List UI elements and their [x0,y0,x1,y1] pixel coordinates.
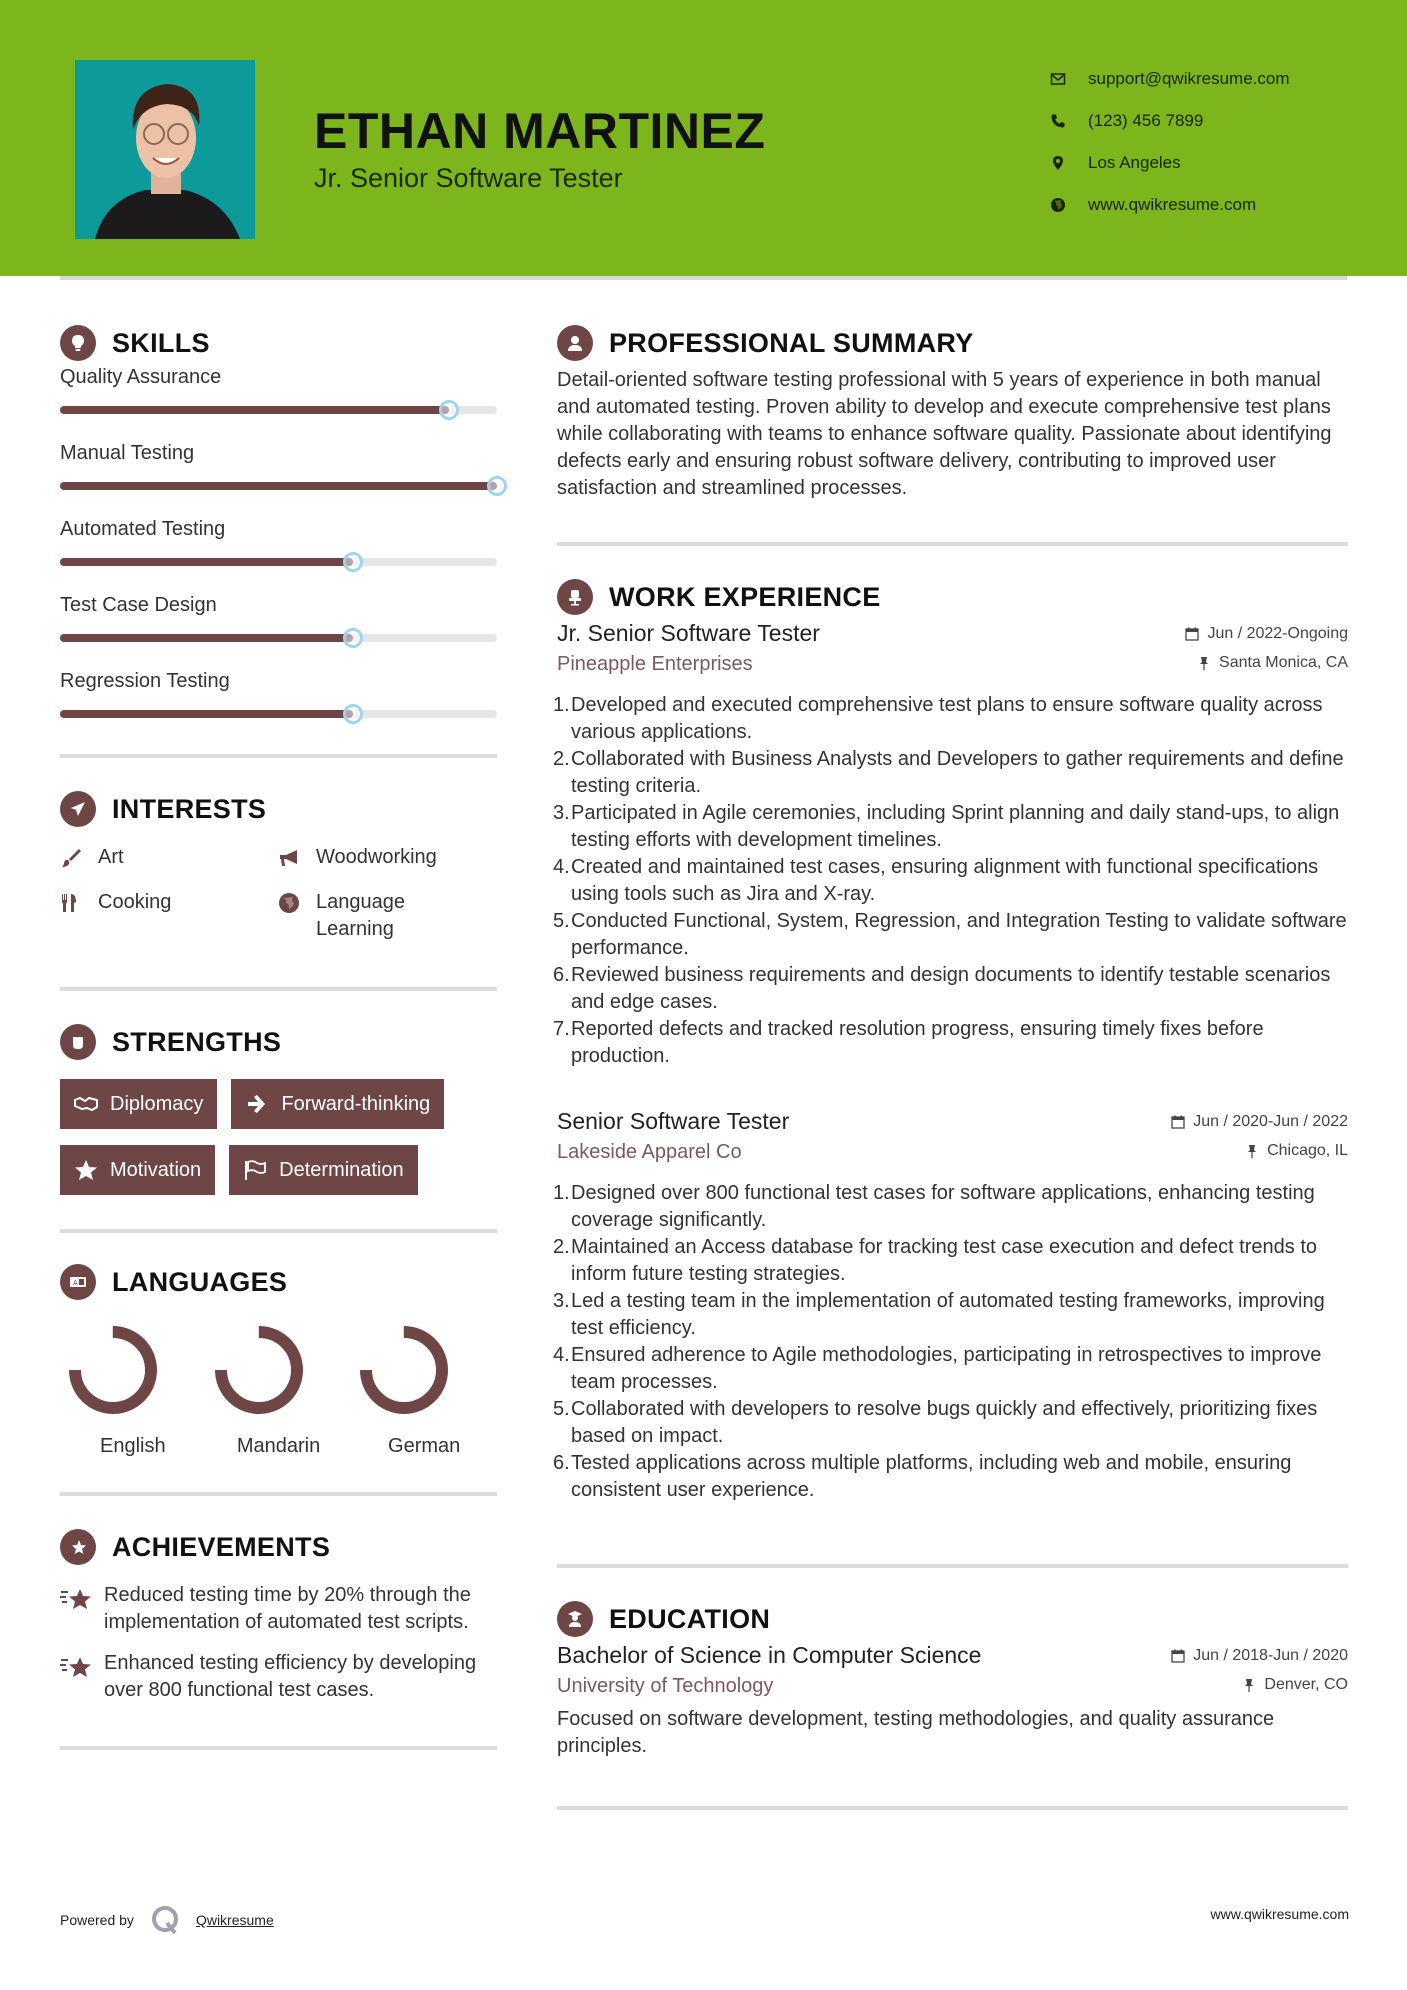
qwikresume-link[interactable]: Qwikresume [195,1912,274,1928]
job-bullet: 4. Ensured adherence to Agile methodologies, participating in retrospectives to improve team processes. [553,1344,1322,1393]
section-divider [60,1229,497,1233]
skill-bar [60,634,497,642]
skills-heading: SKILLS [112,327,210,358]
job-entry [553,1108,1348,1504]
job-location [1245,1142,1348,1160]
job-bullet: 7. Reported defects and tracked resolution progress, ensuring timely fixes before production. [553,1018,1264,1067]
calendar-icon [1171,1649,1185,1663]
office-chair-icon [557,579,593,615]
language-item [60,1323,206,1458]
strength-label: Motivation [110,1158,202,1181]
contact-phone[interactable] [1050,100,1290,142]
job-location [1197,654,1348,672]
language-item [351,1323,497,1458]
skill-item [60,442,497,518]
left-column [60,322,497,1750]
skill-item [60,594,497,670]
job-bullet: 5. Conducted Functional, System, Regression, and Integration Testing to validate software performance. [553,910,1347,959]
interest-item [60,889,278,943]
job-bullet: 4. Created and maintained test cases, ensuring alignment with functional specifications using tools such as Jira and X-ray. [553,856,1319,905]
header-banner [0,0,1407,276]
contact-email-text: support@qwikresume.com [1088,69,1290,88]
handshake-icon [74,1093,98,1115]
job-entry [553,620,1348,1070]
school-name: University of Technology [557,1675,774,1697]
award-star-icon [60,1529,96,1565]
section-divider [60,1746,497,1750]
job-bullet: 6. Tested applications across multiple platforms, including web and mobile, ensuring consistent user experience. [553,1452,1292,1501]
summary-section [557,322,1348,502]
strength-tag [60,1079,217,1129]
job-title: Jr. Senior Software Tester [557,620,820,646]
contact-list [1050,58,1290,226]
contact-website-text: www.qwikresume.com [1088,195,1257,214]
skill-label: Regression Testing [60,670,230,692]
qwikresume-logo-icon [150,1904,182,1936]
interest-item [278,844,497,871]
interest-label: Art [98,846,124,868]
job-company: Lakeside Apparel Co [557,1141,742,1163]
achievement-text: Enhanced testing efficiency by developing over 800 functional test cases. [104,1652,477,1701]
achievement-text: Reduced testing time by 20% through the implementation of automated test scripts. [104,1584,471,1633]
strength-tag [229,1145,418,1195]
education-description: Focused on software development, testing methodologies, and quality assurance principles. [557,1708,1275,1757]
skill-slider-handle[interactable] [439,400,459,420]
globe-icon [278,889,308,916]
candidate-name: ETHAN MARTINEZ [314,103,766,159]
education-section [557,1598,1348,1760]
section-divider [60,754,497,758]
contact-location-text: Los Angeles [1088,153,1181,172]
envelope-icon [1050,71,1088,87]
interest-item [278,889,497,943]
skill-label: Automated Testing [60,518,226,540]
section-divider [557,542,1348,546]
language-label: German [388,1435,461,1457]
skill-bar [60,710,497,718]
job-bullet: 5. Collaborated with developers to resolve bugs quickly and effectively, prioritizing fixes based on impact. [553,1398,1318,1447]
skill-label: Manual Testing [60,442,195,464]
skill-slider-handle[interactable] [343,628,363,648]
contact-email[interactable] [1050,58,1290,100]
arrow-right-icon [245,1093,269,1115]
language-progress-ring [212,1323,306,1417]
job-dates [1185,625,1348,643]
strength-label: Diplomacy [110,1092,204,1115]
contact-phone-text: (123) 456 7899 [1088,111,1204,130]
languages-heading: LANGUAGES [112,1266,288,1297]
strength-tag [60,1145,215,1195]
section-divider [557,1806,1348,1810]
skill-bar [60,406,497,414]
skill-label: Quality Assurance [60,366,222,388]
flag-icon [243,1159,267,1181]
degree-title: Bachelor of Science in Computer Science [557,1642,982,1668]
contact-location [1050,142,1290,184]
lightbulb-icon [60,325,96,361]
language-progress-ring [66,1323,160,1417]
globe-icon [1050,197,1088,213]
footer-website[interactable]: www.qwikresume.com [1210,1906,1349,1922]
section-divider [557,1564,1348,1568]
summary-heading: PROFESSIONAL SUMMARY [609,327,974,358]
skills-section [60,322,497,746]
map-marker-icon [1050,155,1088,171]
megaphone-icon [278,844,308,871]
job-dates-text: Jun / 2020-Jun / 2022 [1193,1113,1348,1130]
job-bullet: 3. Participated in Agile ceremonies, including Sprint planning and daily stand-ups, to align testing efforts with development timelines. [553,802,1340,851]
language-progress-ring [357,1323,451,1417]
strength-label: Forward-thinking [281,1092,431,1115]
achievement-item [60,1582,497,1636]
interest-label: Cooking [98,891,172,913]
pushpin-icon [1242,1678,1256,1692]
skill-slider-handle[interactable] [343,704,363,724]
graduate-icon [557,1601,593,1637]
right-column [553,322,1348,1810]
interests-heading: INTERESTS [112,793,267,824]
job-bullets [553,692,1348,1070]
svg-text:A: A [73,1279,78,1287]
strengths-heading: STRENGTHS [112,1026,282,1057]
interest-item [60,844,278,871]
experience-section [553,576,1348,1504]
job-location-text: Chicago, IL [1267,1142,1348,1159]
language-label: Mandarin [236,1435,321,1457]
contact-website[interactable] [1050,184,1290,226]
strength-tag [231,1079,444,1129]
education-dates-text: Jun / 2018-Jun / 2020 [1193,1647,1348,1664]
job-bullet: 6. Reviewed business requirements and design documents to identify testable scenarios and edge cases. [553,964,1331,1013]
skill-slider-handle[interactable] [343,552,363,572]
job-dates-text: Jun / 2022-Ongoing [1207,625,1348,642]
education-location-text: Denver, CO [1264,1676,1348,1693]
job-bullet: 1. Developed and executed comprehensive test plans to ensure software quality across various applications. [553,694,1323,743]
section-divider [60,1492,497,1496]
job-company: Pineapple Enterprises [557,653,753,675]
shooting-star-icon [60,1582,104,1636]
pushpin-icon [1197,656,1211,670]
education-location [1242,1676,1348,1694]
languages-section [60,1261,497,1458]
paper-plane-icon [60,791,96,827]
skill-item [60,670,497,746]
language-icon [60,1264,96,1300]
profile-photo [75,60,255,239]
job-bullet: 2. Maintained an Access database for tracking test case execution and defect trends to inform future testing strategies. [553,1236,1318,1285]
calendar-icon [1171,1115,1185,1129]
summary-text: Detail-oriented software testing professional with 5 years of experience in both manual and automated testing. Proven ability to develop and execute comprehensive test plans while collaborating with teams to enhance software quality. Passionate about identifying defects early and ensuring robust software delivery, contributing to improved user satisfaction and streamlined processes. [557,369,1332,499]
interests-section [60,788,497,943]
job-location-text: Santa Monica, CA [1219,654,1348,671]
person-photo-icon [75,60,255,239]
pushpin-icon [1245,1144,1259,1158]
achievement-item [60,1650,497,1704]
interest-label: Woodworking [316,846,437,868]
paintbrush-icon [60,844,90,871]
interest-label: Language Learning [316,891,405,940]
footer-powered-by [60,1904,274,1936]
experience-heading: WORK EXPERIENCE [609,581,881,612]
achievements-section [60,1526,497,1704]
skill-item [60,518,497,594]
skill-item [60,366,497,442]
star-icon [74,1159,98,1181]
section-divider [60,987,497,991]
job-dates [1171,1113,1348,1131]
skill-bar [60,482,497,490]
job-bullets [553,1180,1348,1504]
header-divider [60,276,1347,280]
job-title: Senior Software Tester [557,1108,790,1134]
job-bullet: 1. Designed over 800 functional test cases for software applications, enhancing testing coverage significantly. [553,1182,1315,1231]
education-dates [1171,1647,1348,1665]
fist-icon [60,1024,96,1060]
achievements-heading: ACHIEVEMENTS [112,1531,331,1562]
strengths-section [60,1021,497,1195]
phone-icon [1050,113,1088,129]
skill-slider-handle[interactable] [487,476,507,496]
education-heading: EDUCATION [609,1603,771,1634]
language-item [206,1323,352,1458]
shooting-star-icon [60,1650,104,1704]
utensils-icon [60,889,90,916]
user-icon [557,325,593,361]
candidate-title: Jr. Senior Software Tester [314,163,623,193]
calendar-icon [1185,627,1199,641]
job-bullet: 2. Collaborated with Business Analysts and Developers to gather requirements and define testing criteria. [553,748,1344,797]
powered-by-label: Powered by [60,1912,134,1928]
job-bullet: 3. Led a testing team in the implementation of automated testing frameworks, improving test efficiency. [553,1290,1325,1339]
strength-label: Determination [279,1158,404,1181]
skill-bar [60,558,497,566]
skill-label: Test Case Design [60,594,217,616]
language-label: English [100,1435,166,1457]
